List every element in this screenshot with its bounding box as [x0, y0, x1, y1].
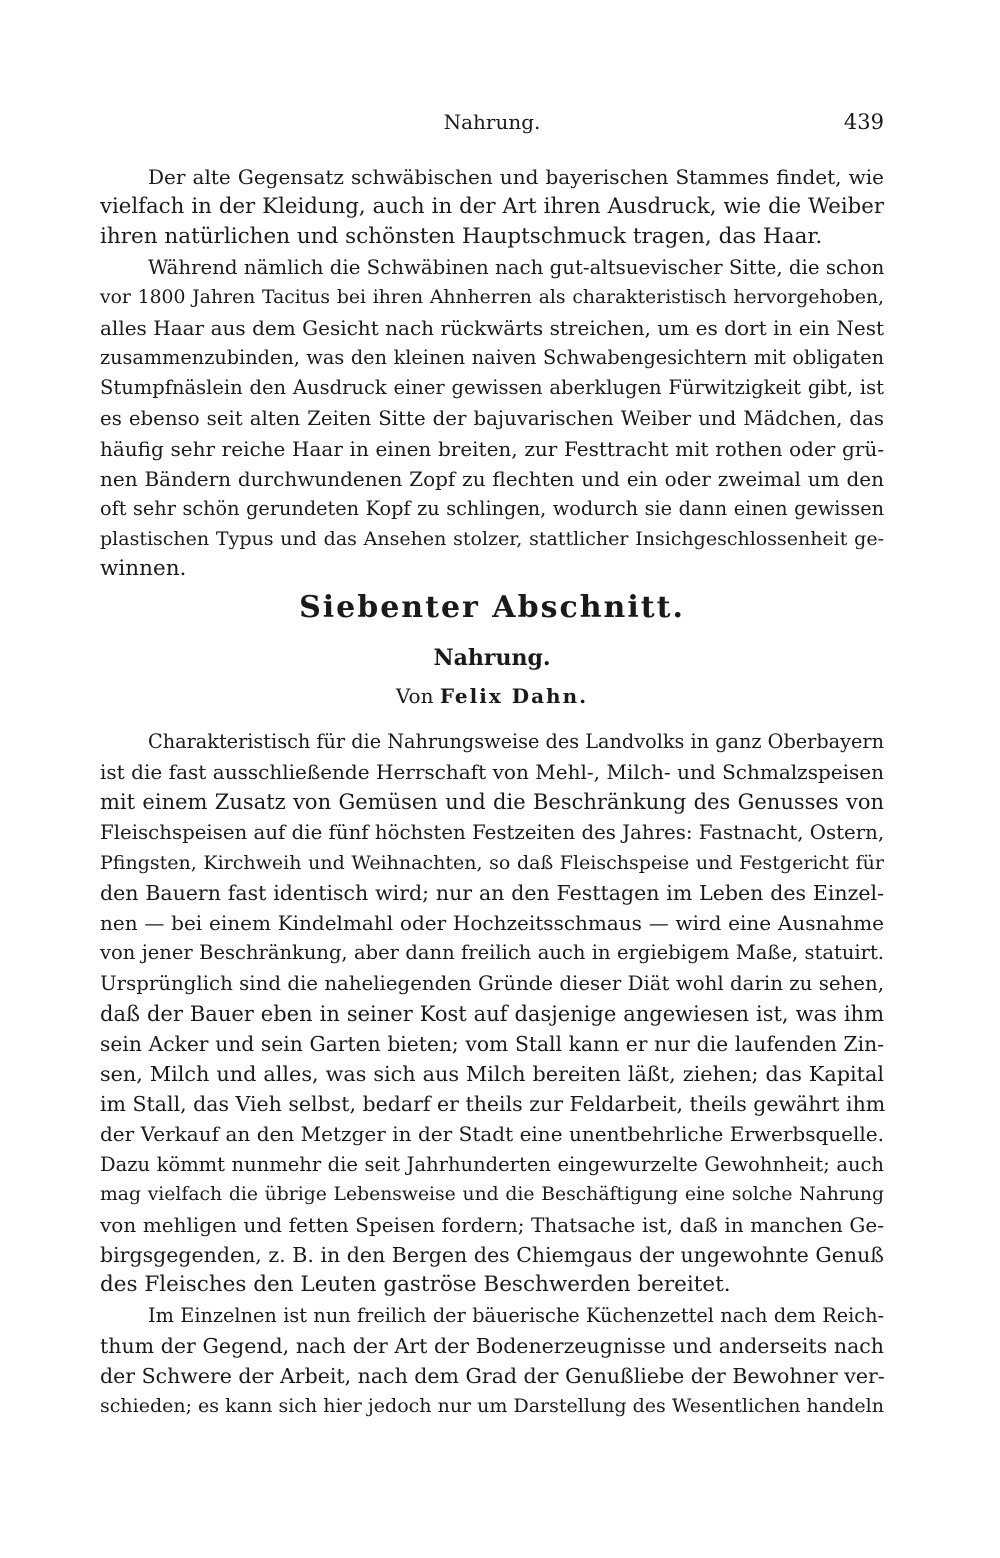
- text-line: zusammenzubinden, was den kleinen naiven Schwabengesichtern mit obligaten: [100, 346, 884, 370]
- text-line: sein Acker und sein Garten bieten; vom Stall kann er nur die laufenden Zin-: [100, 1031, 884, 1056]
- text-line: mit einem Zusatz von Gemüsen und die Beschränkung des Genusses von: [100, 790, 884, 815]
- text-line: es ebenso seit alten Zeiten Sitte der bajuvarischen Weiber und Mädchen, das: [100, 406, 884, 430]
- text-line: des Fleisches den Leuten gaströse Beschwerden bereitet.: [100, 1272, 731, 1298]
- text-line: alles Haar aus dem Gesicht nach rückwärts streichen, um es dort in ein Nest: [100, 315, 884, 340]
- page-number: 439: [843, 110, 884, 134]
- paragraph-hair-intro: [100, 162, 884, 253]
- text-line: mag vielfach die übrige Lebensweise und die Beschäftigung eine solche Nahrung: [100, 1183, 884, 1205]
- text-line: vielfach in der Kleidung, auch in der Art ihren Ausdruck, wie die Weiber: [100, 194, 884, 220]
- text-line: im Stall, das Vieh selbst, bedarf er theils zur Feldarbeit, theils gewährt ihm: [100, 1092, 886, 1117]
- text-line: Ursprünglich sind die naheliegenden Gründe dieser Diät wohl darin zu sehen,: [100, 971, 884, 995]
- text-line: thum der Gegend, nach der Art der Bodenerzeugnisse und anderseits nach: [100, 1333, 884, 1358]
- text-line: den Bauern fast identisch wird; nur an den Festtagen im Leben des Einzel-: [100, 880, 884, 905]
- running-title: Nahrung.: [443, 110, 541, 134]
- text-block-top: [100, 162, 884, 585]
- text-line: Pfingsten, Kirchweih und Weihnachten, so daß Fleischspeise und Festgericht für: [100, 851, 884, 874]
- text-line: ihren natürlichen und schönsten Hauptschmuck tragen, das Haar.: [100, 224, 823, 250]
- paragraph-hair-styles: [100, 253, 884, 585]
- paragraph-kitchen: [100, 1301, 884, 1422]
- paragraph-diet: [100, 727, 884, 1301]
- text-line: oft sehr schön gerundeten Kopf zu schlingen, wodurch sie dann einen gewissen: [100, 497, 884, 521]
- text-line: Fleischspeisen auf die fünf höchsten Festzeiten des Jahres: Fastnacht, Ostern,: [100, 820, 885, 844]
- text-line: Charakteristisch für die Nahrungsweise des Landvolks in ganz Oberbayern: [148, 730, 885, 753]
- text-line: Der alte Gegensatz schwäbischen und bayerischen Stammes findet, wie: [148, 165, 884, 189]
- text-line: winnen.: [100, 556, 187, 582]
- author-prefix: Von: [395, 684, 434, 708]
- text-line: Dazu kömmt nunmehr die seit Jahrhunderten eingewurzelte Gewohnheit; auch: [100, 1152, 884, 1176]
- text-line: plastischen Typus und das Ansehen stolzer, stattlicher Insichgeschlossenheit ge-: [100, 528, 884, 551]
- text-line: nen Bändern durchwundenen Zopf zu flechten und ein oder zweimal um den: [100, 466, 884, 491]
- text-line: sen, Milch und alles, was sich aus Milch bereiten läßt, ziehen; das Kapital: [100, 1062, 884, 1087]
- text-line: vor 1800 Jahren Tacitus bei ihren Ahnherren als charakteristisch hervorgehoben,: [100, 286, 884, 308]
- running-header: [100, 110, 884, 150]
- text-line: Während nämlich die Schwäbinen nach gut-altsuevischer Sitte, die schon: [148, 255, 885, 279]
- author-line: [100, 684, 884, 708]
- section-title: Nahrung.: [433, 645, 551, 671]
- text-line: der Schwere der Arbeit, nach dem Grad der Genußliebe der Bewohner ver-: [100, 1363, 885, 1388]
- text-line: von jener Beschränkung, aber dann freilich auch in ergiebigem Maße, statuirt.: [100, 941, 884, 965]
- text-line: daß der Bauer eben in seiner Kost auf dasjenige angewiesen ist, was ihm: [100, 1001, 884, 1026]
- author-name: Felix Dahn.: [439, 684, 589, 708]
- text-line: nen — bei einem Kindelmahl oder Hochzeitsschmaus — wird eine Ausnahme: [100, 911, 884, 936]
- text-line: Stumpfnäslein den Ausdruck einer gewissen aberklugen Fürwitzigkeit gibt, ist: [100, 376, 884, 400]
- text-line: ist die fast ausschließende Herrschaft von Mehl-, Milch- und Schmalzspeisen: [100, 760, 884, 785]
- text-line: birgsgegenden, z. B. in den Bergen des Chiemgaus der ungewohnte Genuß: [100, 1243, 884, 1268]
- text-line: von mehligen und fetten Speisen fordern; Thatsache ist, daß in manchen Ge-: [100, 1213, 884, 1237]
- text-line: der Verkauf an den Metzger in der Stadt eine unentbehrliche Erwerbsquelle.: [100, 1122, 884, 1147]
- chapter-title: Siebenter Abschnitt.: [299, 590, 685, 625]
- text-line: häufig sehr reiche Haar in einen breiten, zur Festtracht mit rothen oder grü-: [100, 436, 884, 461]
- text-line: schieden; es kann sich hier jedoch nur um Darstellung des Wesentlichen handeln: [100, 1395, 884, 1418]
- text-line: Im Einzelnen ist nun freilich der bäuerische Küchenzettel nach dem Reich-: [148, 1303, 884, 1327]
- text-block-bottom: [100, 727, 884, 1421]
